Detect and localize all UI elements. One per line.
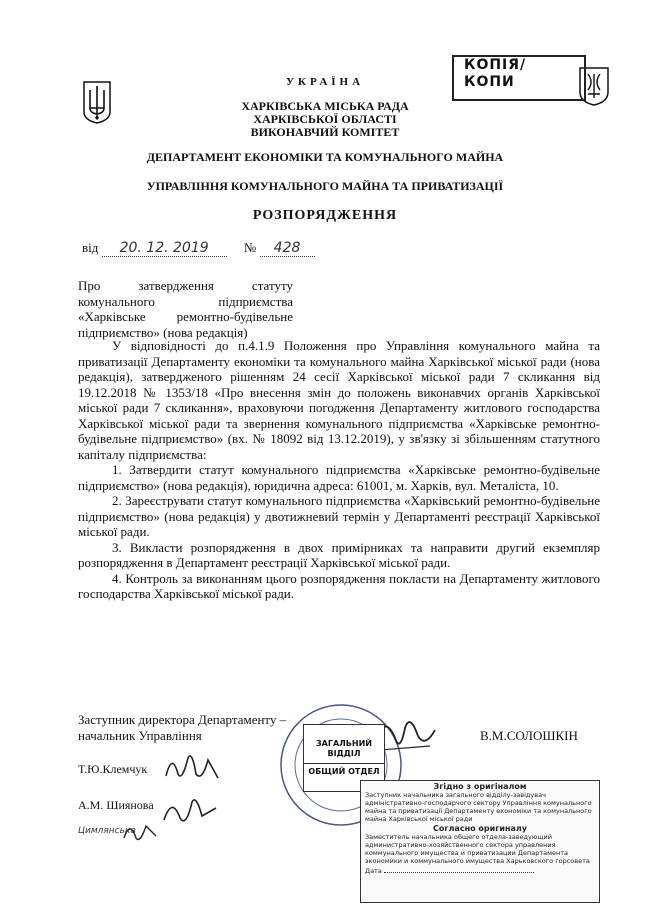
council-line: ХАРКІВСЬКА МІСЬКА РАДА	[241, 99, 409, 113]
signatory-position-1: Заступник директора Департаменту –	[78, 712, 287, 727]
document-title: РОЗПОРЯДЖЕННЯ	[252, 208, 398, 223]
stamp-line: ОБЩИЙ ОТДЕЛ	[304, 763, 384, 777]
country-heading: УКРАЇНА	[285, 76, 365, 88]
executor-signature-icon	[160, 790, 220, 830]
copy-stamp-line2: КОПИ	[464, 74, 515, 90]
copy-stamp-line1: КОПІЯ/	[464, 57, 527, 73]
order-item: 3. Викласти розпорядження в двох примірниках та направити другий екземпляр розпорядження в Департамент реєстрації Харківської міської ради.	[78, 539, 600, 570]
cert-title-ru: Согласно оригиналу	[433, 824, 527, 833]
cert-date-row	[365, 867, 595, 875]
cert-text-ua: Заступник начальника загального відділу-завідувач адміністративно-господарчого сектору Управління комунального майна та приватизації Департаменту економіки та комунального майна Харківської міської ради	[365, 791, 592, 823]
signatory-name: В.М.СОЛОШКІН	[480, 728, 578, 743]
stamp-line: ЗАГАЛЬНИЙ	[316, 739, 372, 748]
signatory-position-2: начальник Управління	[78, 728, 202, 743]
certification-stamp	[360, 780, 600, 903]
executor-name: А.М. Шиянова	[78, 798, 154, 812]
stamp-line: ВІДДІЛ	[327, 749, 361, 758]
cert-date-label: Дата	[365, 867, 382, 875]
order-item: 2. Зареєструвати статут комунального підприємства «Харківський ремонтно-будівельне підприємство» (нова редакція) у двотижневий термін у Департаменті реєстрації Харківської міської ради.	[78, 493, 600, 539]
council-line: ХАРКІВСЬКОЇ ОБЛАСТІ	[253, 112, 397, 126]
council-heading	[140, 100, 510, 139]
preamble-paragraph: У відповідності до п.4.1.9 Положення про Управління комунального майна та приватизації Департаменту економіки та комунального майна Харківської міської ради (нова редакція), затвердженого рішенням 24 сесії Харківської міської ради 7 скликання від 19.12.2018 № 1353/18 «Про внесення змін до положень виконавчих органів Харківської міської ради 7 скликання», враховуючи погодження Департаменту житлового господарства Харківської міської ради та звернення комунального підприємства «Харківське ремонтно-будівельне підприємство» (вх. № 18092 від 13.12.2019), у зв'язку зі збільшенням статутного капіталу підприємства:	[78, 338, 600, 462]
date-from-label: від	[82, 240, 99, 255]
executor-name: Цимлянська	[78, 826, 136, 836]
cert-title-ua: Згідно з оригіналом	[433, 782, 527, 791]
executor-signature-icon	[162, 748, 222, 784]
directorate-heading: УПРАВЛІННЯ КОМУНАЛЬНОГО МАЙНА ТА ПРИВАТИЗАЦІЇ	[146, 179, 504, 193]
subject-text: Про затвердження статуту комунального підприємства «Харківське ремонтно-будівельне підприємство» (нова редакція)	[78, 278, 293, 340]
date-value: 20. 12. 2019	[102, 240, 227, 257]
department-heading: ДЕПАРТАМЕНТ ЕКОНОМІКИ ТА КОМУНАЛЬНОГО МАЙНА	[146, 150, 504, 164]
date-number-line	[82, 240, 382, 262]
order-item: 1. Затвердити статут комунального підприємства «Харківське ремонтно-будівельне підприємство» (нова редакція), юридична адреса: 61001, м. Харків, вул. Металіста, 10.	[78, 462, 600, 493]
document-body	[78, 338, 600, 602]
executor-name: Т.Ю.Клемчук	[78, 762, 148, 776]
order-item: 4. Контроль за виконанням цього розпорядження покласти на Департаменту житлового господарства Харківської міської ради.	[78, 570, 600, 601]
executor-signature-icon	[120, 818, 160, 846]
number-label: №	[243, 240, 257, 255]
cert-text-ru: Заместитель начальника общего отдела-заведующий административно-хозяйственного сектора управления коммунального имущества и приватизации Департамента экономики и коммунального имущества Харьковского горсовета	[365, 833, 590, 865]
council-line: ВИКОНАВЧИЙ КОМІТЕТ	[250, 125, 400, 139]
number-value: 428	[260, 240, 315, 257]
